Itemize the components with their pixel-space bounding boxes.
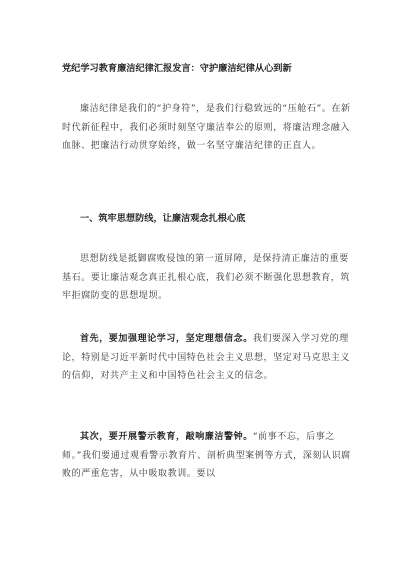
point-text-1: 我们要深入学习党的理论，特别是习近平新时代中国特色社会主义思想，坚定对马克思主义的信仰，对共产主义和中国特色社会主义的信念。	[62, 334, 351, 381]
intro-paragraph: 廉洁纪律是我们的“护身符”，是我们行稳致远的“压舱石”。在新时代新征程中，我们必须时刻坚守廉洁奉公的原则，将廉洁理念融入血脉、把廉洁行动贯穿始终，做一名坚守廉洁纪律的正直人。	[62, 104, 351, 151]
point-lead-2: 其次，要开展警示教育，敲响廉洁警钟。	[80, 432, 253, 442]
point-paragraph-2	[62, 428, 354, 484]
point-paragraph-1	[62, 330, 354, 386]
point-lead-1: 首先，要加强理论学习，坚定理想信念。	[80, 334, 253, 344]
point-text-2: “前事不忘，后事之师。”我们要通过观看警示教育片、剖析典型案例等方式，深刻认识腐败的严重危害，从中吸取教训。要以	[62, 432, 351, 479]
document-title: 党纪学习教育廉洁纪律汇报发言：守护廉洁纪律从心到新	[62, 63, 292, 74]
section-heading: 一、筑牢思想防线，让廉洁观念扎根心底	[80, 213, 246, 224]
section-paragraph: 思想防线是抵御腐败侵蚀的第一道屏障，是保持清正廉洁的重要基石。要让廉洁观念真正扎根心底，我们必须不断强化思想教育，筑牢拒腐防变的思想堤坝。	[62, 254, 351, 301]
